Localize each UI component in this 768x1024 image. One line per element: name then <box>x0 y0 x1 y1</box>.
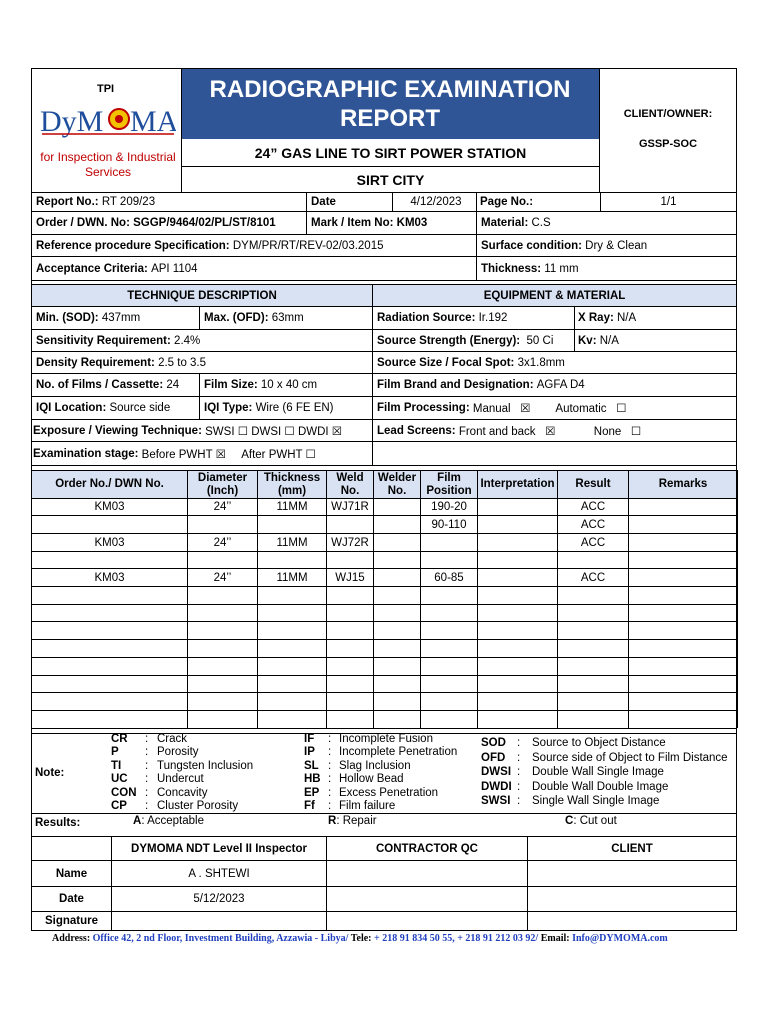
table-cell <box>421 640 477 657</box>
table-cell <box>629 499 737 515</box>
table-cell <box>188 605 257 621</box>
note-abbrev: SWSI <box>481 795 511 807</box>
note-meaning: Slag Inclusion <box>339 759 411 772</box>
table-cell: 11MM <box>276 501 308 513</box>
table-cell <box>374 711 420 728</box>
examination-stage: Examination stage: Before PWHT ☒ After PWHT ☐ <box>33 447 316 461</box>
table-cell: 90-110 <box>431 518 467 531</box>
table-cell <box>558 605 628 621</box>
table-cell <box>558 693 628 710</box>
table-cell <box>478 693 557 710</box>
result-acceptable: A: Acceptable <box>133 815 204 827</box>
note-colon: : <box>328 800 332 812</box>
note-label: Note: <box>35 767 65 779</box>
table-cell <box>32 711 187 728</box>
col-inspector: DYMOMA NDT Level II Inspector <box>131 842 307 855</box>
table-cell: 11MM <box>276 571 308 584</box>
note-meaning: Undercut <box>157 773 204 786</box>
table-cell <box>478 516 557 533</box>
project-city: SIRT CITY <box>356 171 425 188</box>
note-colon: : <box>328 733 332 745</box>
result-repair: R: Repair <box>328 815 377 827</box>
table-cell <box>421 676 477 692</box>
acceptance-criteria: Acceptance Criteria: API 1104 <box>36 262 198 275</box>
table-cell <box>327 552 373 568</box>
inspector-name: A . SHTEWI <box>188 867 250 880</box>
table-cell <box>421 658 477 675</box>
table-cell <box>629 711 737 728</box>
table-cell <box>421 605 477 621</box>
note-abbrev: TI <box>111 759 122 772</box>
note-meaning: Film failure <box>339 800 396 812</box>
note-meaning: Source side of Object to Film Distance <box>532 751 728 764</box>
note-colon: : <box>145 733 149 745</box>
note-abbrev: UC <box>111 773 128 786</box>
focal-spot: Source Size / Focal Spot: 3x1.8mm <box>377 356 565 369</box>
signature-label: Signature <box>44 915 99 927</box>
table-cell: 24’’ <box>213 501 232 513</box>
col-client: CLIENT <box>611 842 653 855</box>
iqi-type: IQI Type: Wire (6 FE EN) <box>204 402 334 414</box>
note-colon: : <box>145 773 149 786</box>
table-cell <box>188 622 257 639</box>
report-title <box>181 69 599 139</box>
page-no: 1/1 <box>660 196 677 208</box>
svg-text:MA: MA <box>130 105 176 138</box>
note-colon: : <box>328 746 332 759</box>
table-cell <box>32 552 187 568</box>
note-meaning: Excess Penetration <box>339 786 439 799</box>
table-cell <box>32 605 187 621</box>
kv: Kv: N/A <box>578 334 619 347</box>
note-colon: : <box>145 786 149 799</box>
table-cell <box>327 587 373 604</box>
table-cell <box>478 640 557 657</box>
note-abbrev: DWDI <box>481 780 512 793</box>
note-meaning: Cluster Porosity <box>157 800 239 812</box>
table-cell <box>188 552 257 568</box>
note-meaning: Porosity <box>157 746 199 759</box>
tpi-label: TPI <box>97 83 115 95</box>
table-cell <box>32 587 187 604</box>
col-contractor: CONTRACTOR QC <box>375 842 478 855</box>
films-per-cassette: No. of Films / Cassette: 24 <box>36 379 180 391</box>
table-header-cell: Order No./ DWN No. <box>55 478 164 490</box>
table-cell <box>32 516 187 533</box>
table-cell <box>558 552 628 568</box>
footer-address: Address: Office 42, 2 nd Floor, Investment Building, Azzawia - Libya/ Tele: + 218 91 834 50 55, + 218 91 212 03 92/ Email: Info@DYMOMA.com <box>52 933 668 944</box>
signoff-date-label: Date <box>59 893 84 905</box>
table-cell: ACC <box>580 536 606 549</box>
table-cell: 190-20 <box>431 501 467 513</box>
table-cell <box>258 605 326 621</box>
table-cell <box>629 569 737 586</box>
frame-bottom <box>31 930 737 931</box>
table-cell <box>188 693 257 710</box>
note-colon: : <box>328 759 332 772</box>
film-brand: Film Brand and Designation: AGFA D4 <box>377 379 585 391</box>
note-meaning: Incomplete Fusion <box>339 733 433 745</box>
table-cell <box>327 516 373 533</box>
table-cell: WJ71R <box>331 501 369 513</box>
table-cell: 11MM <box>276 536 308 549</box>
table-cell <box>478 552 557 568</box>
table-cell <box>327 658 373 675</box>
table-cell <box>188 676 257 692</box>
page-label: Page No.: <box>480 196 534 208</box>
name-label: Name <box>55 867 88 880</box>
table-cell <box>374 534 420 551</box>
table-cell <box>32 640 187 657</box>
mark-item: Mark / Item No: KM03 <box>311 217 428 229</box>
x-ray: X Ray: N/A <box>578 312 637 324</box>
report-date: 4/12/2023 <box>410 196 462 208</box>
table-cell <box>629 622 737 639</box>
svg-text:DyM: DyM <box>40 105 104 138</box>
table-cell <box>188 516 257 533</box>
note-abbrev: IP <box>304 746 315 759</box>
order-no: Order / DWN. No: SGGP/9464/02/PL/ST/8101 <box>36 217 276 229</box>
note-colon: : <box>517 780 521 793</box>
sensitivity: Sensitivity Requirement: 2.4% <box>36 334 201 347</box>
table-header-cell: Remarks <box>658 478 708 490</box>
table-cell <box>478 569 557 586</box>
table-cell <box>421 552 477 568</box>
table-cell <box>374 516 420 533</box>
logo-graphic <box>40 100 176 140</box>
table-cell <box>327 640 373 657</box>
table-cell: 60-85 <box>434 571 464 584</box>
table-cell <box>374 622 420 639</box>
note-abbrev: Ff <box>304 800 315 812</box>
table-cell: KM03 <box>94 536 125 549</box>
table-cell <box>478 587 557 604</box>
note-abbrev: DWSI <box>481 766 512 778</box>
logo-subtitle-line2: Services <box>84 165 131 179</box>
inspector-date: 5/12/2023 <box>193 893 245 905</box>
note-abbrev: IF <box>304 733 315 745</box>
table-cell <box>188 587 257 604</box>
table-cell <box>258 516 326 533</box>
table-cell <box>32 676 187 692</box>
table-header-cell: Weld No. <box>336 471 364 497</box>
table-cell: WJ15 <box>335 571 365 584</box>
table-cell <box>421 587 477 604</box>
table-cell <box>374 640 420 657</box>
note-colon: : <box>328 773 332 786</box>
table-cell: ACC <box>580 518 606 531</box>
film-size: Film Size: 10 x 40 cm <box>204 379 318 391</box>
table-cell <box>629 587 737 604</box>
table-cell: KM03 <box>94 501 125 513</box>
table-cell <box>629 516 737 533</box>
note-meaning: Hollow Bead <box>339 773 404 786</box>
table-cell <box>258 658 326 675</box>
table-cell <box>327 622 373 639</box>
table-cell <box>258 640 326 657</box>
table-cell <box>558 658 628 675</box>
table-cell <box>558 587 628 604</box>
table-cell <box>629 658 737 675</box>
table-cell <box>374 605 420 621</box>
note-colon: : <box>145 746 149 759</box>
note-colon: : <box>145 800 149 812</box>
note-meaning: Incomplete Penetration <box>339 746 458 759</box>
table-cell <box>32 622 187 639</box>
table-cell: WJ72R <box>331 536 369 549</box>
technique-heading: TECHNIQUE DESCRIPTION <box>127 289 277 302</box>
table-cell <box>188 711 257 728</box>
table-cell <box>374 676 420 692</box>
table-cell <box>558 640 628 657</box>
table-cell <box>327 711 373 728</box>
table-cell <box>421 711 477 728</box>
table-cell <box>558 622 628 639</box>
table-cell <box>478 534 557 551</box>
table-cell <box>558 676 628 692</box>
note-abbrev: P <box>111 746 119 759</box>
note-meaning: Tungsten Inclusion <box>157 759 254 772</box>
note-abbrev: CON <box>111 786 137 799</box>
reference-spec: Reference procedure Specification: DYM/PR/RT/REV-02/03.2015 <box>36 239 384 252</box>
table-cell <box>629 693 737 710</box>
table-cell <box>421 693 477 710</box>
table-cell <box>629 552 737 568</box>
note-meaning: Double Wall Single Image <box>532 766 664 778</box>
table-cell <box>327 693 373 710</box>
table-cell <box>629 534 737 551</box>
table-header-cell: Interpretation <box>480 478 555 490</box>
table-cell: ACC <box>580 571 606 584</box>
surface-condition: Surface condition: Dry & Clean <box>481 239 648 252</box>
client-owner-label: CLIENT/OWNER: <box>623 108 713 120</box>
table-header-cell: Thickness (mm) <box>263 471 321 497</box>
note-colon: : <box>517 737 521 749</box>
report-no: Report No.: RT 209/23 <box>36 196 156 208</box>
table-cell <box>258 693 326 710</box>
note-colon: : <box>145 759 149 772</box>
note-abbrev: CP <box>111 800 127 812</box>
table-cell <box>32 658 187 675</box>
max-ofd: Max. (OFD): 63mm <box>204 312 304 324</box>
table-cell <box>258 711 326 728</box>
logo-subtitle-line1: for Inspection & Industrial <box>40 150 176 164</box>
table-cell <box>478 499 557 515</box>
table-cell <box>421 622 477 639</box>
footer-email[interactable]: Info@DYMOMA.com <box>572 933 668 944</box>
table-cell <box>421 534 477 551</box>
client-owner-value: GSSP-SOC <box>638 138 698 150</box>
table-cell: KM03 <box>94 571 125 584</box>
table-cell: ACC <box>580 501 606 513</box>
film-processing: Film Processing: Manual ☒ Automatic ☐ <box>377 402 627 415</box>
table-cell <box>478 676 557 692</box>
table-header-cell: Film Position <box>426 471 472 497</box>
note-colon: : <box>517 751 521 764</box>
note-colon: : <box>328 786 332 799</box>
exposure-technique: Exposure / Viewing Technique: SWSI ☐ DWSI ☐ DWDI ☒ <box>33 424 343 438</box>
iqi-location: IQI Location: Source side <box>36 402 171 414</box>
thickness: Thickness: 11 mm <box>481 262 579 275</box>
note-colon: : <box>517 766 521 778</box>
results-label: Results: <box>35 817 81 829</box>
report-title-line1: RADIOGRAPHIC EXAMINATION <box>209 76 571 103</box>
table-cell <box>478 605 557 621</box>
table-cell <box>478 711 557 728</box>
note-abbrev: CR <box>111 733 128 745</box>
table-cell <box>258 676 326 692</box>
table-cell <box>374 658 420 675</box>
logo-subtitle <box>40 150 176 180</box>
result-cutout: C: Cut out <box>565 815 617 827</box>
table-cell <box>188 640 257 657</box>
table-cell <box>558 711 628 728</box>
equipment-heading: EQUIPMENT & MATERIAL <box>483 289 626 302</box>
note-meaning: Source to Object Distance <box>532 737 666 749</box>
table-cell <box>629 676 737 692</box>
note-abbrev: OFD <box>481 751 506 764</box>
min-sod: Min. (SOD): 437mm <box>36 312 141 324</box>
table-cell <box>478 658 557 675</box>
note-meaning: Concavity <box>157 786 208 799</box>
table-cell <box>374 587 420 604</box>
table-cell: 24’’ <box>213 536 232 549</box>
table-cell <box>478 622 557 639</box>
table-cell <box>629 605 737 621</box>
radiation-source: Radiation Source: Ir.192 <box>377 312 508 324</box>
note-abbrev: SOD <box>481 737 506 749</box>
table-cell <box>629 640 737 657</box>
table-header-cell: Welder No. <box>377 471 417 497</box>
source-strength: Source Strength (Energy): 50 Ci <box>377 334 554 347</box>
table-header-cell: Diameter (Inch) <box>197 471 248 497</box>
date-label: Date <box>311 196 336 208</box>
table-cell <box>374 552 420 568</box>
table-cell <box>327 676 373 692</box>
table-cell <box>188 658 257 675</box>
table-cell <box>374 569 420 586</box>
project-subtitle: 24” GAS LINE TO SIRT POWER STATION <box>254 144 527 161</box>
table-cell <box>258 552 326 568</box>
density: Density Requirement: 2.5 to 3.5 <box>36 356 207 369</box>
table-cell <box>327 605 373 621</box>
note-abbrev: EP <box>304 786 320 799</box>
note-abbrev: HB <box>304 773 321 786</box>
lead-screens: Lead Screens: Front and back ☒ None ☐ <box>377 424 642 438</box>
table-cell: 24’’ <box>213 571 232 584</box>
note-abbrev: SL <box>304 759 319 772</box>
table-cell <box>258 587 326 604</box>
company-logo <box>40 100 176 140</box>
note-meaning: Double Wall Double Image <box>532 780 669 793</box>
table-cell <box>32 693 187 710</box>
table-cell <box>374 693 420 710</box>
note-meaning: Single Wall Single Image <box>532 795 660 807</box>
table-cell <box>258 622 326 639</box>
report-title-line2: REPORT <box>339 105 440 132</box>
material: Material: C.S <box>481 217 551 229</box>
note-meaning: Crack <box>157 733 188 745</box>
table-header-cell: Result <box>575 478 611 490</box>
note-colon: : <box>517 795 521 807</box>
table-cell <box>374 499 420 515</box>
